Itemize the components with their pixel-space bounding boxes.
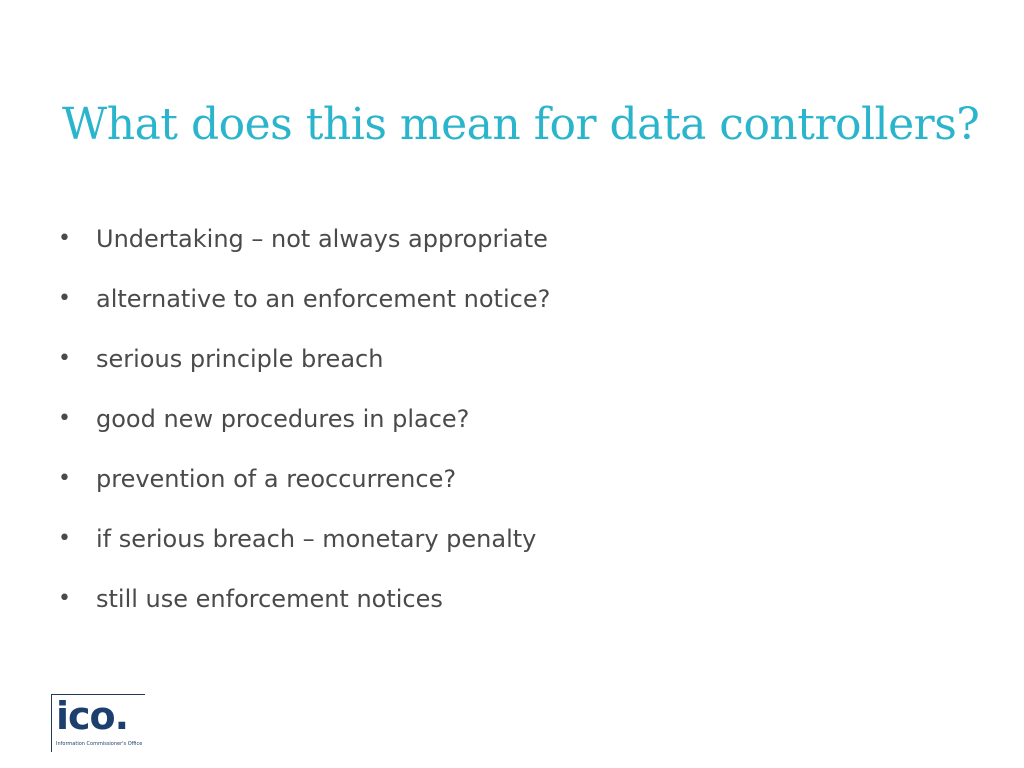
bullet-text: Undertaking – not always appropriate xyxy=(96,225,548,253)
bullet-item xyxy=(58,576,550,636)
bullet-item xyxy=(58,276,550,336)
bullet-icon: • xyxy=(58,586,71,611)
bullet-icon: • xyxy=(58,526,71,551)
logo-subtitle: Information Commissioner's Office xyxy=(56,741,143,747)
ico-logo xyxy=(51,694,145,752)
bullet-item xyxy=(58,456,550,516)
bullet-text: if serious breach – monetary penalty xyxy=(96,525,537,553)
bullet-text: prevention of a reoccurrence? xyxy=(96,465,457,493)
bullet-item xyxy=(58,336,550,396)
bullet-list xyxy=(58,216,550,636)
bullet-text: still use enforcement notices xyxy=(96,585,443,613)
bullet-icon: • xyxy=(58,226,71,251)
logo-mark: ico. xyxy=(56,694,129,738)
bullet-icon: • xyxy=(58,346,71,371)
slide-title: What does this mean for data controllers? xyxy=(62,99,980,150)
bullet-item xyxy=(58,216,550,276)
bullet-icon: • xyxy=(58,466,71,491)
bullet-text: alternative to an enforcement notice? xyxy=(96,285,551,313)
bullet-text: good new procedures in place? xyxy=(96,405,470,433)
bullet-icon: • xyxy=(58,406,71,431)
bullet-icon: • xyxy=(58,286,71,311)
bullet-item xyxy=(58,396,550,456)
bullet-text: serious principle breach xyxy=(96,345,384,373)
bullet-item xyxy=(58,516,550,576)
